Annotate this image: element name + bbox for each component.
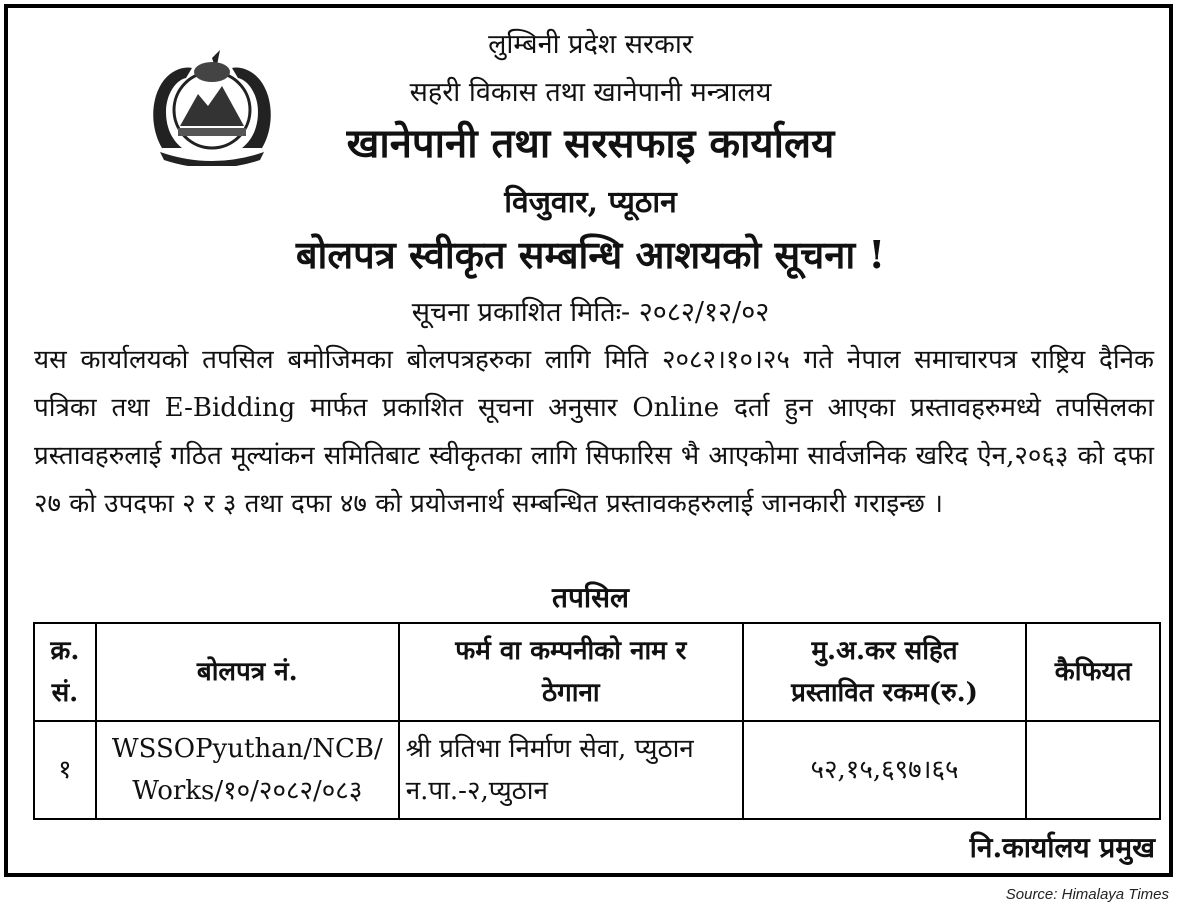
- header-serial: [34, 623, 96, 721]
- table-header-row: [34, 623, 1160, 721]
- office-name: खानेपानी तथा सरसफाइ कार्यालय: [346, 120, 835, 167]
- ministry-name: सहरी विकास तथा खानेपानी मन्त्रालय: [409, 77, 772, 108]
- header-firm-line2: ठेगाना: [541, 678, 600, 708]
- cell-firm: [399, 721, 743, 819]
- table-row: [34, 721, 1160, 819]
- signature: नि.कार्यालय प्रमुख: [969, 831, 1155, 864]
- notice-body: यस कार्यालयको तपसिल बमोजिमका बोलपत्रहरुका लागि मिति २०८२।१०।२५ गते नेपाल समाचारपत्र राष्ट्रिय दैनिक पत्रिका तथा E-Bidding मार्फत प्रकाशित सूचना अनुसार Online दर्ता हुन आएका प्रस्तावहरुमध्ये तपसिलका प्रस्तावहरुलाई गठित मूल्यांकन समितिबाट स्वीकृतका लागि सिफारिस भै आएकोमा सार्वजनिक खरिद ऐन,२०६३ को दफा २७ को उपदफा २ र ३ तथा दफा ४७ को प्रयोजनार्थ सम्बन्धित प्रस्तावकहरुलाई जानकारी गराइन्छ ।: [34, 345, 1154, 519]
- header-firm: [399, 623, 743, 721]
- header-amount: [743, 623, 1026, 721]
- schedule-title: तपसिल: [551, 581, 630, 614]
- cell-serial: १: [34, 721, 96, 819]
- header-serial-line2: सं.: [51, 678, 79, 708]
- header-bid-number: बोलपत्र नं.: [96, 623, 399, 721]
- header-firm-line1: फर्म वा कम्पनीको नाम र: [455, 636, 687, 666]
- header-serial-line1: क्र.: [50, 636, 80, 666]
- cell-remarks: [1026, 721, 1160, 819]
- notice-title: बोलपत्र स्वीकृत सम्बन्धि आशयको सूचना !: [295, 232, 886, 277]
- bid-table: [33, 622, 1161, 820]
- cell-amount: ५२,१५,६९७।६५: [743, 721, 1026, 819]
- header-amount-line1: मु.अ.कर सहित: [811, 636, 958, 666]
- firm-line2: न.पा.-२,प्युठान: [405, 776, 548, 806]
- cell-bid-number: [96, 721, 399, 819]
- header-remarks: कैफियत: [1026, 623, 1160, 721]
- source-credit: Source: Himalaya Times: [1005, 886, 1169, 903]
- firm-line1: श्री प्रतिभा निर्माण सेवा, प्युठान: [405, 734, 694, 764]
- bid-number-line2: Works/१०/२०८२/०८३: [132, 776, 363, 806]
- bid-number-line1: WSSOPyuthan/NCB/: [111, 734, 383, 764]
- government-name: लुम्बिनी प्रदेश सरकार: [488, 29, 693, 60]
- office-location: विजुवार, प्यूठान: [504, 185, 677, 220]
- publish-date: सूचना प्रकाशित मितिः- २०८२/१२/०२: [411, 297, 770, 328]
- header-amount-line2: प्रस्तावित रकम(रु.): [791, 678, 978, 708]
